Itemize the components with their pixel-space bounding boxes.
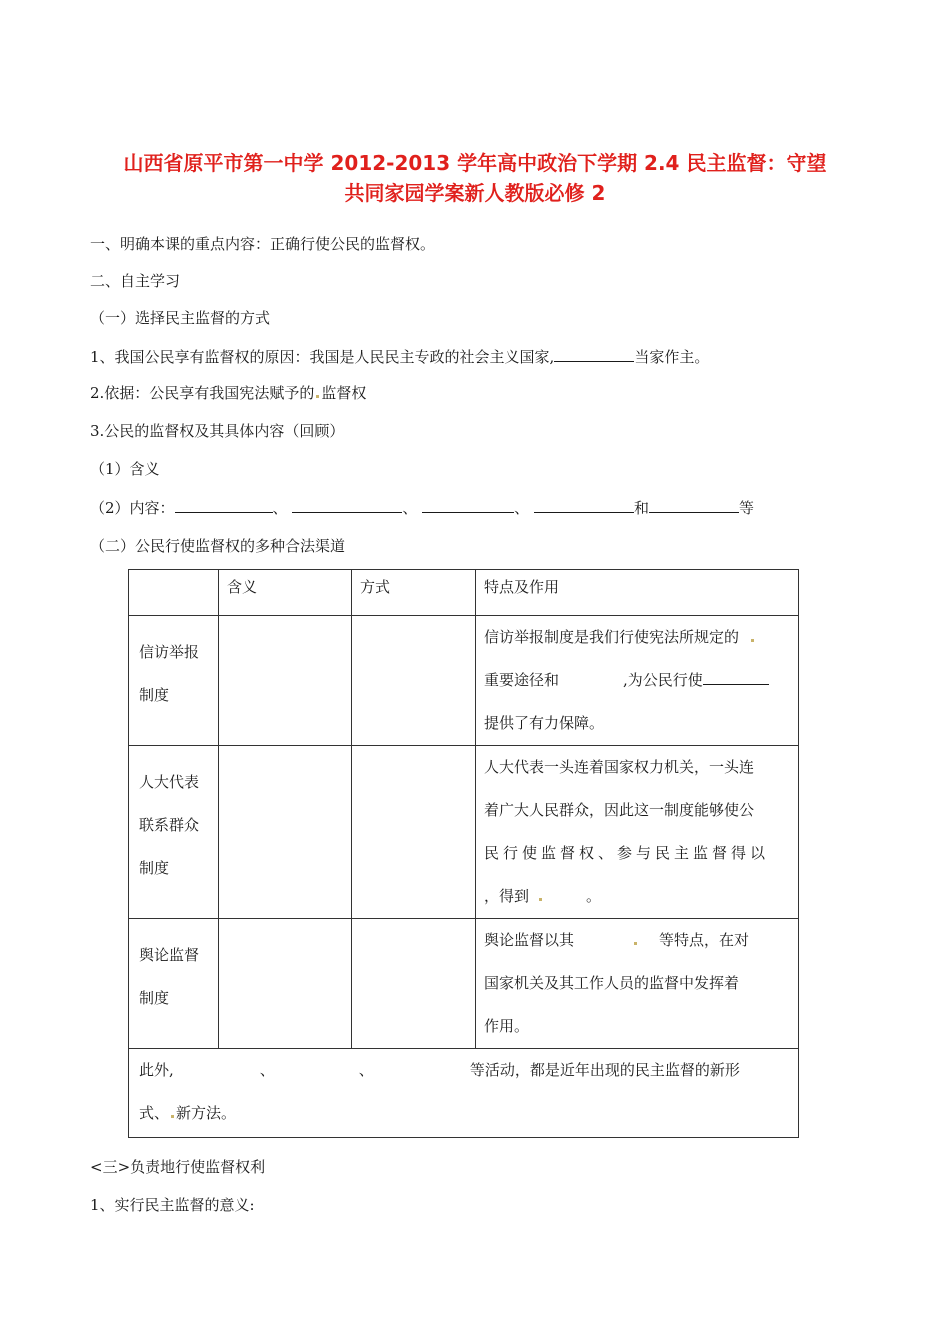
cell-text: 民行使监督权、参与民主监督得以	[484, 844, 770, 862]
cell-text: 提供了有力保障。	[484, 714, 605, 732]
footer-text: 、	[358, 1061, 374, 1079]
cell-text: 信访举报制度是我们行使宪法所规定的	[484, 628, 740, 646]
table-cell-method[interactable]	[352, 616, 476, 746]
cell-text: 等特点，在对	[659, 931, 750, 949]
table-row	[129, 919, 799, 1049]
cell-text: 人大代表一头连着国家权力机关，一头连	[484, 758, 755, 776]
table-cell-method[interactable]	[352, 919, 476, 1049]
item-3: 3.公民的监督权及其具体内容（回顾）	[90, 422, 345, 440]
table-header-cell	[129, 570, 219, 616]
row-label-line: 制度	[139, 686, 170, 704]
item-1	[90, 346, 709, 367]
cell-text: 重要途径和	[484, 671, 560, 689]
row-label	[129, 746, 219, 919]
item-2-text-a: 2.依据：公民享有我国宪法赋予的	[90, 384, 315, 402]
item-2-text-b: 监督权	[321, 384, 367, 402]
row-label-line: 人大代表	[139, 773, 200, 791]
row-label-line: 联系群众	[139, 816, 200, 834]
cell-text: 着广大人民群众，因此这一制度能够使公	[484, 801, 755, 819]
fill-blank[interactable]	[649, 497, 739, 513]
row-label-line: 制度	[139, 859, 170, 877]
table-footer-row	[129, 1049, 799, 1138]
item-1-text-b: 当家作主。	[634, 348, 710, 366]
table-cell-meaning[interactable]	[219, 746, 352, 919]
footer-text: 新方法。	[176, 1104, 237, 1122]
table-header-cell: 含义	[219, 570, 352, 616]
dot-mark	[634, 942, 637, 945]
section-2-1-text: （一）选择民主监督的方式	[90, 309, 271, 327]
title-line-2: 共同家园学案新人教版必修 2	[344, 181, 606, 205]
table-cell-method[interactable]	[352, 746, 476, 919]
row-label	[129, 616, 219, 746]
item-2	[90, 383, 366, 403]
fill-blank[interactable]	[703, 669, 769, 685]
section-3: <三>负责地行使监督权利	[90, 1158, 266, 1176]
cell-text: 作用。	[484, 1017, 530, 1035]
title-line-1: 山西省原平市第一中学 2012-2013 学年高中政治下学期 2.4 民主监督：守望	[123, 151, 827, 175]
cell-text: 国家机关及其工作人员的监督中发挥着	[484, 974, 740, 992]
table-cell-features	[476, 616, 799, 746]
item-3-1: （1）含义	[90, 460, 160, 478]
table-cell-features	[476, 746, 799, 919]
fill-blank[interactable]	[534, 497, 634, 513]
item-3-2-text: （2）内容：	[90, 499, 175, 517]
table-cell-features	[476, 919, 799, 1049]
table-row	[129, 616, 799, 746]
section-2: 二、自主学习	[90, 272, 181, 290]
table-cell-meaning[interactable]	[219, 616, 352, 746]
section-1: 一、明确本课的重点内容：正确行使公民的监督权。	[90, 235, 436, 253]
section-2-1	[90, 308, 270, 328]
dot-mark	[316, 395, 319, 398]
fill-blank[interactable]	[175, 497, 273, 513]
document-title	[60, 148, 890, 208]
cell-text: ,为公民行使	[623, 671, 703, 689]
fill-blank[interactable]	[292, 497, 402, 513]
footer-text: 、	[259, 1061, 275, 1079]
row-label-line: 信访举报	[139, 643, 200, 661]
fill-blank[interactable]	[554, 346, 634, 362]
footer-text: 此外,	[139, 1061, 174, 1079]
row-label	[129, 919, 219, 1049]
table-header-cell: 特点及作用	[476, 570, 799, 616]
table-row	[129, 746, 799, 919]
footer-text: 式、	[139, 1104, 170, 1122]
separator: 、	[402, 499, 418, 517]
table-footer-cell	[129, 1049, 799, 1138]
table-cell-meaning[interactable]	[219, 919, 352, 1049]
table-header-row	[129, 570, 799, 616]
dot-mark	[539, 898, 542, 901]
separator: 、	[514, 499, 530, 517]
row-label-line: 制度	[139, 989, 170, 1007]
item-3-2	[90, 497, 754, 518]
table-header-cell: 方式	[352, 570, 476, 616]
row-label-line: 舆论监督	[139, 946, 200, 964]
section-3-1: 1、实行民主监督的意义:	[90, 1196, 255, 1214]
section-2-2: （二）公民行使监督权的多种合法渠道	[90, 537, 346, 555]
dot-mark	[751, 639, 754, 642]
cell-text: ，得到	[484, 887, 530, 905]
cell-text: 。	[586, 887, 602, 905]
footer-text: 等活动，都是近年出现的民主监督的新形	[469, 1061, 740, 1079]
fill-blank[interactable]	[422, 497, 514, 513]
item-1-text-a: 1、我国公民享有监督权的原因：我国是人民民主专政的社会主义国家,	[90, 348, 555, 366]
dot-mark	[171, 1115, 174, 1118]
separator: 和	[633, 499, 649, 517]
channels-table	[128, 569, 799, 1138]
cell-text: 舆论监督以其	[484, 931, 575, 949]
separator: 等	[738, 499, 754, 517]
separator: 、	[272, 499, 288, 517]
